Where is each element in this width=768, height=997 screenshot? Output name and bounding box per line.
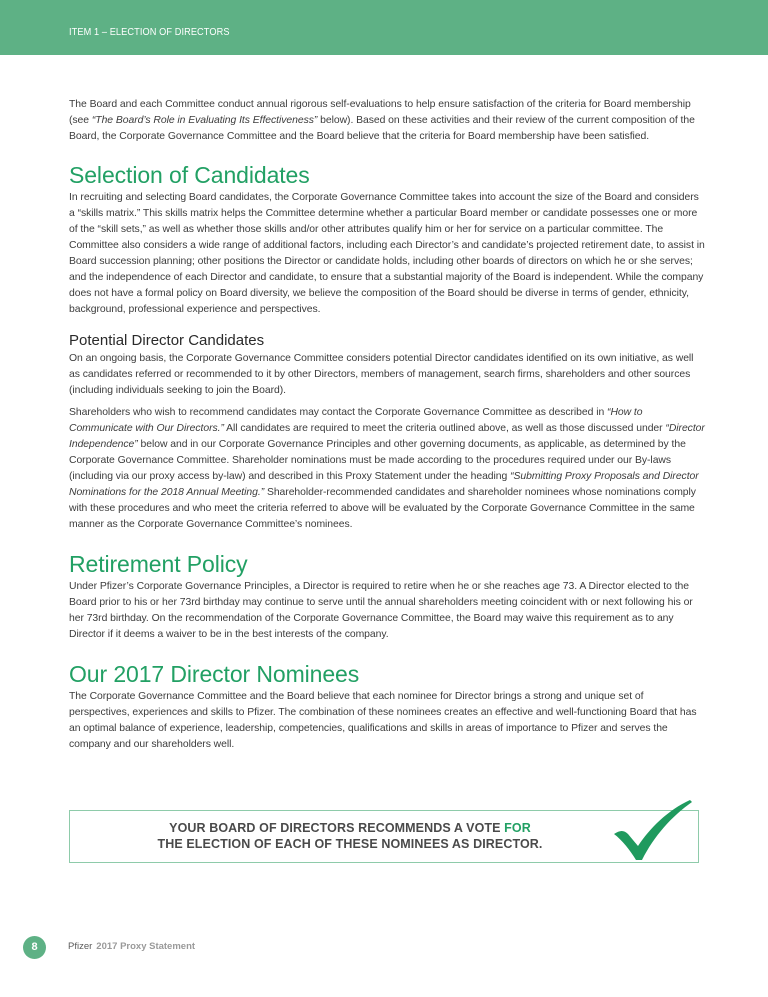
cross-reference: “The Board’s Role in Evaluating Its Effectiveness” <box>91 115 318 126</box>
checkmark-icon <box>612 800 694 860</box>
recommendation-line-2: THE ELECTION OF EACH OF THESE NOMINEES AS DIRECTOR. <box>157 837 543 851</box>
page-content <box>69 97 705 753</box>
intro-paragraph <box>69 97 705 145</box>
cross-reference: “How to Communicate with Our Directors.” <box>69 407 643 434</box>
footer <box>68 941 195 952</box>
potential-paragraph-1: On an ongoing basis, the Corporate Governance Committee considers potential Director candidates identified on its own initiative, as well as candidates referred or recommended to it by other Directors, members of management, search firms, shareholders and other sources (including individuals seeking to join the Board). <box>69 353 694 396</box>
for-highlight: FOR <box>504 821 531 835</box>
cross-reference: “Director Independence” <box>69 423 705 450</box>
page-number-badge: 8 <box>23 936 46 959</box>
header-band <box>0 0 768 55</box>
vote-recommendation-text <box>70 820 630 852</box>
body-text: Shareholders who wish to recommend candidates may contact the Corporate Governance Committee as described in <box>69 407 608 418</box>
body-text: Shareholder-recommended candidates and shareholder nominees whose nominations comply with these procedures and who meet the criteria referred to above will be evaluated by the Corporate Governance Committee in the same manner as the Corporate Governance Committee’s nominees. <box>69 487 696 530</box>
selection-paragraph: In recruiting and selecting Board candidates, the Corporate Governance Committee takes into account the size of the Board and considers a “skills matrix.” This skills matrix helps the Committee determine whether a particular Board member or candidate possesses one or more of the “skill sets,” as well as whether those skills and/or other attributes qualify him or her for service on a particular committee. The Committee also considers a wide range of additional factors, including each Director’s and candidate’s projected retirement date, to assist in Board succession planning; other positions the Director or candidate holds, including other boards of directors on which he or she serves; and the independence of each Director and candidate, to ensure that a substantial majority of the Board is independent. While the company does not have a formal policy on Board diversity, we believe the composition of the Board should be diverse in terms of gender, ethnicity, background, professional experience and perspectives. <box>69 192 705 315</box>
footer-company: Pfizer <box>68 941 93 952</box>
retirement-heading: Retirement Policy <box>69 551 248 577</box>
potential-paragraph-2 <box>69 405 705 533</box>
intro-text: below). Based on these activities and their review of the current composition of the Board, the Corporate Governance Committee and the Board believe that the criteria for Board membership have been satisfied. <box>69 115 695 142</box>
retirement-paragraph: Under Pfizer’s Corporate Governance Principles, a Director is required to retire when he or she reaches age 73. A Director elected to the Board prior to his or her 73rd birthday may continue to serve until the annual shareholders meeting coincident with or next following his or her 73rd birthday. On the recommendation of the Corporate Governance Committee, the Board may waive this requirement as to any Director if it deems a waiver to be in the best interests of the company. <box>69 581 693 640</box>
selection-heading: Selection of Candidates <box>69 162 310 188</box>
body-text: below and in our Corporate Governance Principles and other governing documents, as applicable, as determined by the Corporate Governance Committee. Shareholder nominations must be made according to the procedures required under our By-laws (including via our proxy access by-law) and described in this Proxy Statement under the heading <box>69 439 686 482</box>
potential-candidates-heading: Potential Director Candidates <box>69 332 265 349</box>
recommendation-line-1: YOUR BOARD OF DIRECTORS RECOMMENDS A VOTE <box>169 821 505 835</box>
cross-reference: “Submitting Proxy Proposals and Director Nominations for the 2018 Annual Meeting.” <box>69 471 699 498</box>
section-label: ITEM 1 – ELECTION OF DIRECTORS <box>69 27 230 38</box>
vote-recommendation-box <box>69 810 699 863</box>
body-text: All candidates are required to meet the criteria outlined above, as well as those discussed under <box>223 423 666 434</box>
intro-text: The Board and each Committee conduct annual rigorous self-evaluations to help ensure satisfaction of the criteria for Board membership (see <box>69 99 691 126</box>
nominees-heading: Our 2017 Director Nominees <box>69 661 360 687</box>
nominees-paragraph: The Corporate Governance Committee and the Board believe that each nominee for Director brings a strong and unique set of perspectives, experiences and skills to Pfizer. The combination of these nominees creates an effective and well-functioning Board that has an optimal balance of experience, leadership, competencies, qualifications and skills in areas of importance to Pfizer and serves the company and our shareholders well. <box>69 691 697 750</box>
footer-document-title: 2017 Proxy Statement <box>96 941 196 952</box>
